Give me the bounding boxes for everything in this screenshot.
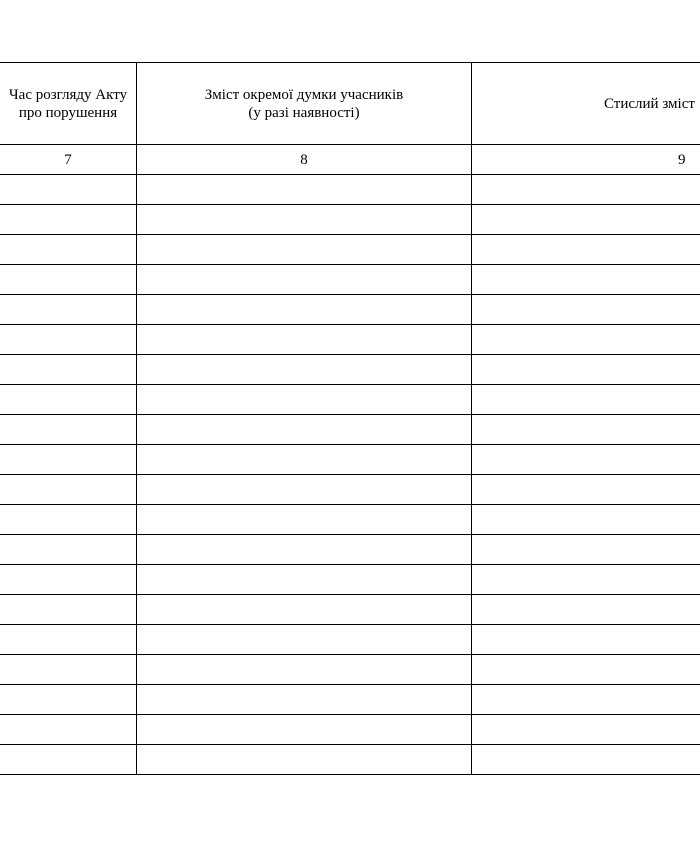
table-cell <box>472 325 700 355</box>
table-cell <box>472 535 700 565</box>
table-cell <box>0 385 137 415</box>
table-cell <box>472 655 700 685</box>
table-row <box>0 505 700 535</box>
table-cell <box>0 325 137 355</box>
table-cell <box>137 715 472 745</box>
table-cell <box>472 685 700 715</box>
table-row <box>0 655 700 685</box>
table-cell <box>137 745 472 775</box>
table-cell <box>137 445 472 475</box>
table-cell <box>472 715 700 745</box>
table-cell <box>137 265 472 295</box>
table-row <box>0 235 700 265</box>
table-cell <box>472 745 700 775</box>
table-cell <box>472 175 700 205</box>
column-number-cell: 8 <box>137 145 472 175</box>
table-cell <box>137 655 472 685</box>
header-row <box>0 63 700 145</box>
header-text-line: Стислий зміст <box>604 95 695 112</box>
table-cell <box>137 295 472 325</box>
table-row <box>0 685 700 715</box>
header-text-line: (у разі наявності) <box>248 104 360 121</box>
table-cell <box>0 205 137 235</box>
table-cell <box>137 205 472 235</box>
table-row <box>0 205 700 235</box>
table-cell <box>137 355 472 385</box>
table-row <box>0 265 700 295</box>
table-cell <box>0 175 137 205</box>
table-cell <box>137 685 472 715</box>
table-row <box>0 175 700 205</box>
table-cell <box>472 355 700 385</box>
table-row <box>0 625 700 655</box>
table-cell <box>472 505 700 535</box>
table-cell <box>0 625 137 655</box>
table-cell <box>137 235 472 265</box>
table-row <box>0 595 700 625</box>
table-row <box>0 445 700 475</box>
header-text-line: про порушення <box>18 104 118 121</box>
table-cell <box>137 505 472 535</box>
table-cell <box>472 415 700 445</box>
header-text-line: Час розгляду Акту <box>8 86 128 103</box>
table-cell <box>137 565 472 595</box>
table-cell <box>0 475 137 505</box>
table-cell <box>0 265 137 295</box>
table-cell <box>137 595 472 625</box>
table-row <box>0 415 700 445</box>
table-cell <box>0 655 137 685</box>
column-number-cell: 7 <box>0 145 137 175</box>
table-body <box>0 145 700 775</box>
column-number-cell: 9 <box>472 145 700 175</box>
table-cell <box>0 295 137 325</box>
header-cell-summary <box>472 63 700 145</box>
table-cell <box>0 445 137 475</box>
table-row <box>0 475 700 505</box>
table-cell <box>472 565 700 595</box>
table-row <box>0 715 700 745</box>
table-row <box>0 535 700 565</box>
table-cell <box>137 415 472 445</box>
header-text-line: Зміст окремої думки учасників <box>204 86 404 103</box>
table-row <box>0 565 700 595</box>
column-number-row <box>0 145 700 175</box>
table-cell <box>137 175 472 205</box>
table-cell <box>472 385 700 415</box>
table-cell <box>0 595 137 625</box>
table-cell <box>472 235 700 265</box>
header-cell-review-time <box>0 63 137 145</box>
table-cell <box>137 475 472 505</box>
table-cell <box>0 565 137 595</box>
table-cell <box>0 415 137 445</box>
table-cell <box>0 745 137 775</box>
table-row <box>0 745 700 775</box>
table-cell <box>0 535 137 565</box>
table-cell <box>472 475 700 505</box>
table-row <box>0 325 700 355</box>
table-cell <box>137 325 472 355</box>
table-cell <box>137 625 472 655</box>
table-cell <box>472 265 700 295</box>
table-cell <box>0 355 137 385</box>
table-cell <box>137 535 472 565</box>
table-row <box>0 385 700 415</box>
table-cell <box>472 595 700 625</box>
table-row <box>0 295 700 325</box>
table-cell <box>137 385 472 415</box>
register-table <box>0 62 700 775</box>
table-cell <box>472 205 700 235</box>
table-row <box>0 355 700 385</box>
table-cell <box>0 685 137 715</box>
table-cell <box>0 235 137 265</box>
table-cell <box>0 715 137 745</box>
table-cell <box>472 445 700 475</box>
table-cell <box>472 625 700 655</box>
table-cell <box>472 295 700 325</box>
header-cell-dissenting-opinion <box>137 63 472 145</box>
table-cell <box>0 505 137 535</box>
